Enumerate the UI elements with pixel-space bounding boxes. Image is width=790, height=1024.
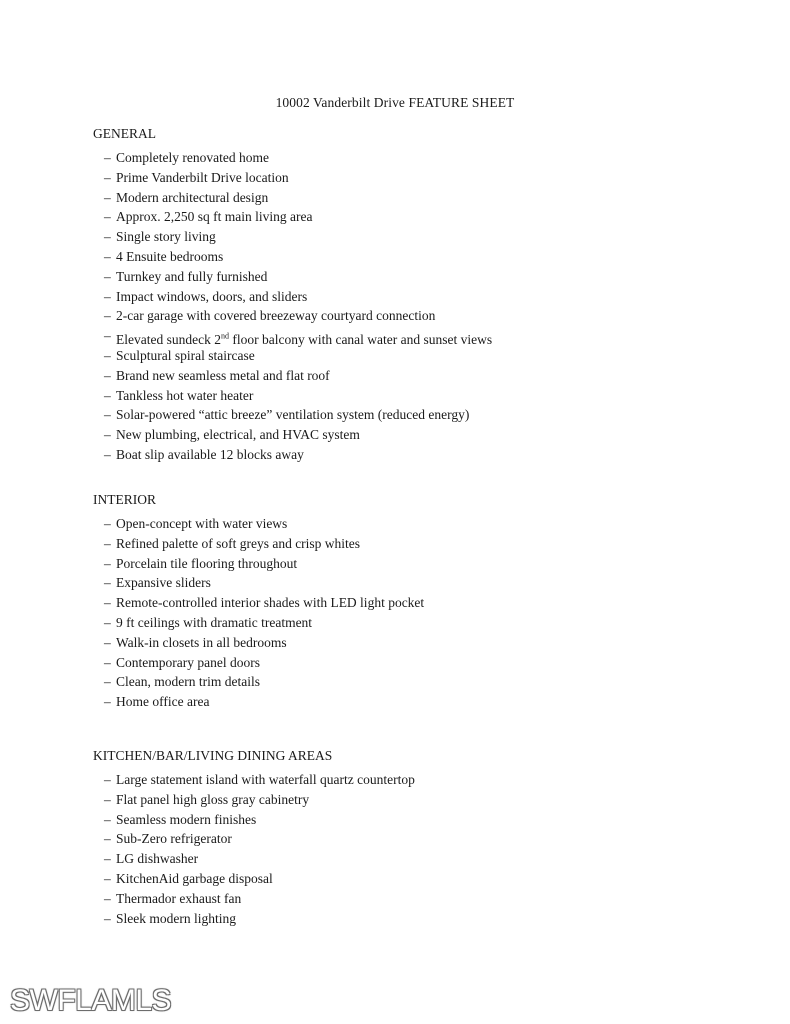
list-item-text: 4 Ensuite bedrooms (116, 248, 224, 264)
list-item-text: New plumbing, electrical, and HVAC system (116, 427, 360, 443)
list-item (93, 247, 492, 267)
list-item (93, 514, 424, 534)
list-item (93, 593, 424, 613)
list-item (93, 573, 424, 593)
dash-bullet: – (104, 169, 111, 185)
dash-bullet: – (104, 851, 111, 867)
list-item (93, 267, 492, 287)
list-item-text: Remote-controlled interior shades with LED light pocket (116, 595, 425, 611)
list-item-text: Walk-in closets in all bedrooms (116, 634, 287, 650)
list-item (93, 534, 424, 554)
dash-bullet: – (104, 427, 111, 443)
list-item (93, 287, 492, 307)
list-item-text: Sleek modern lighting (116, 910, 236, 926)
list-item (93, 227, 492, 247)
section-heading: KITCHEN/BAR/LIVING DINING AREAS (93, 748, 333, 763)
list-item (93, 346, 492, 366)
list-item-text: Brand new seamless metal and flat roof (116, 367, 330, 383)
list-item-text: Porcelain tile flooring throughout (116, 555, 298, 571)
dash-bullet: – (104, 890, 111, 906)
list-item-text: Open-concept with water views (116, 516, 288, 531)
list-item-text: Approx. 2,250 sq ft main living area (116, 209, 313, 225)
list-item (93, 909, 415, 929)
list-item (93, 366, 492, 386)
list-item (93, 554, 424, 574)
list-item-text: Clean, modern trim details (116, 674, 260, 690)
dash-bullet: – (104, 387, 111, 403)
dash-bullet: – (104, 189, 111, 205)
list-item (93, 790, 415, 810)
dash-bullet: – (104, 516, 111, 531)
list-item (93, 405, 492, 425)
dash-bullet: – (104, 614, 111, 630)
list-item (93, 633, 424, 653)
list-item-text: KitchenAid garbage disposal (116, 870, 273, 886)
dash-bullet: – (104, 634, 111, 650)
list-item-text: Refined palette of soft greys and crisp whites (116, 535, 361, 551)
list-item-text: Modern architectural design (116, 189, 269, 205)
list-item-text: Prime Vanderbilt Drive location (116, 169, 289, 185)
list-item-text: Impact windows, doors, and sliders (116, 288, 308, 304)
dash-bullet: – (104, 654, 111, 670)
list-item-text: Seamless modern finishes (116, 811, 257, 827)
dash-bullet: – (104, 248, 111, 264)
dash-bullet: – (104, 831, 111, 847)
list-item-text: Tankless hot water heater (116, 387, 254, 403)
list-item (93, 326, 492, 346)
section-interior (93, 492, 424, 712)
dash-bullet: – (104, 308, 111, 324)
dash-bullet: – (104, 575, 111, 591)
section-kitchen (93, 748, 415, 928)
list-item-text: Boat slip available 12 blocks away (116, 446, 304, 462)
list-item (93, 445, 492, 465)
list-item-text: Turnkey and fully furnished (116, 268, 268, 284)
list-item (93, 770, 415, 790)
dash-bullet: – (104, 595, 111, 611)
dash-bullet: – (104, 209, 111, 225)
list-item-text: Sculptural spiral staircase (116, 347, 255, 363)
dash-bullet: – (104, 150, 111, 165)
dash-bullet: – (104, 347, 111, 363)
list-item (93, 829, 415, 849)
feature-list (93, 770, 415, 928)
list-item (93, 425, 492, 445)
dash-bullet: – (104, 367, 111, 383)
dash-bullet: – (104, 288, 111, 304)
list-item (93, 306, 492, 326)
feature-list (93, 514, 424, 712)
list-item-text: Large statement island with waterfall quartz countertop (116, 772, 415, 787)
document-title: 10002 Vanderbilt Drive FEATURE SHEET (275, 95, 515, 110)
dash-bullet: – (104, 772, 111, 787)
list-item-text: Single story living (116, 229, 216, 245)
list-item (93, 692, 424, 712)
list-item-text: Elevated sundeck 2nd floor balcony with canal water and sunset views (116, 331, 493, 347)
list-item-text: Expansive sliders (116, 575, 211, 591)
dash-bullet: – (104, 328, 111, 344)
mls-watermark-logo: SWFLAMLS (10, 984, 172, 1017)
section-heading: GENERAL (93, 126, 156, 141)
list-item (93, 386, 492, 406)
list-item (93, 188, 492, 208)
list-item (93, 889, 415, 909)
dash-bullet: – (104, 910, 111, 926)
dash-bullet: – (104, 268, 111, 284)
list-item-text: Contemporary panel doors (116, 654, 260, 670)
list-item (93, 810, 415, 830)
list-item (93, 672, 424, 692)
list-item (93, 168, 492, 188)
section-heading: INTERIOR (93, 492, 156, 507)
dash-bullet: – (104, 407, 111, 423)
list-item-text: Home office area (116, 694, 210, 710)
list-item (93, 148, 492, 168)
list-item-text: 9 ft ceilings with dramatic treatment (116, 614, 313, 630)
dash-bullet: – (104, 555, 111, 571)
list-item (93, 653, 424, 673)
dash-bullet: – (104, 791, 111, 807)
list-item-text: LG dishwasher (116, 851, 199, 867)
list-item (93, 849, 415, 869)
dash-bullet: – (104, 870, 111, 886)
list-item-text: Sub-Zero refrigerator (116, 831, 232, 847)
list-item-text: Flat panel high gloss gray cabinetry (116, 791, 310, 807)
dash-bullet: – (104, 229, 111, 245)
list-item-text: Solar-powered “attic breeze” ventilation system (reduced energy) (116, 407, 470, 423)
dash-bullet: – (104, 674, 111, 690)
list-item-text: Completely renovated home (116, 150, 269, 165)
list-item (93, 207, 492, 227)
list-item (93, 869, 415, 889)
feature-list (93, 148, 492, 465)
list-item (93, 613, 424, 633)
list-item-text: 2-car garage with covered breezeway courtyard connection (116, 308, 436, 324)
dash-bullet: – (104, 811, 111, 827)
section-general (93, 126, 492, 465)
dash-bullet: – (104, 446, 111, 462)
list-item-text: Thermador exhaust fan (116, 890, 242, 906)
dash-bullet: – (104, 535, 111, 551)
dash-bullet: – (104, 694, 111, 710)
